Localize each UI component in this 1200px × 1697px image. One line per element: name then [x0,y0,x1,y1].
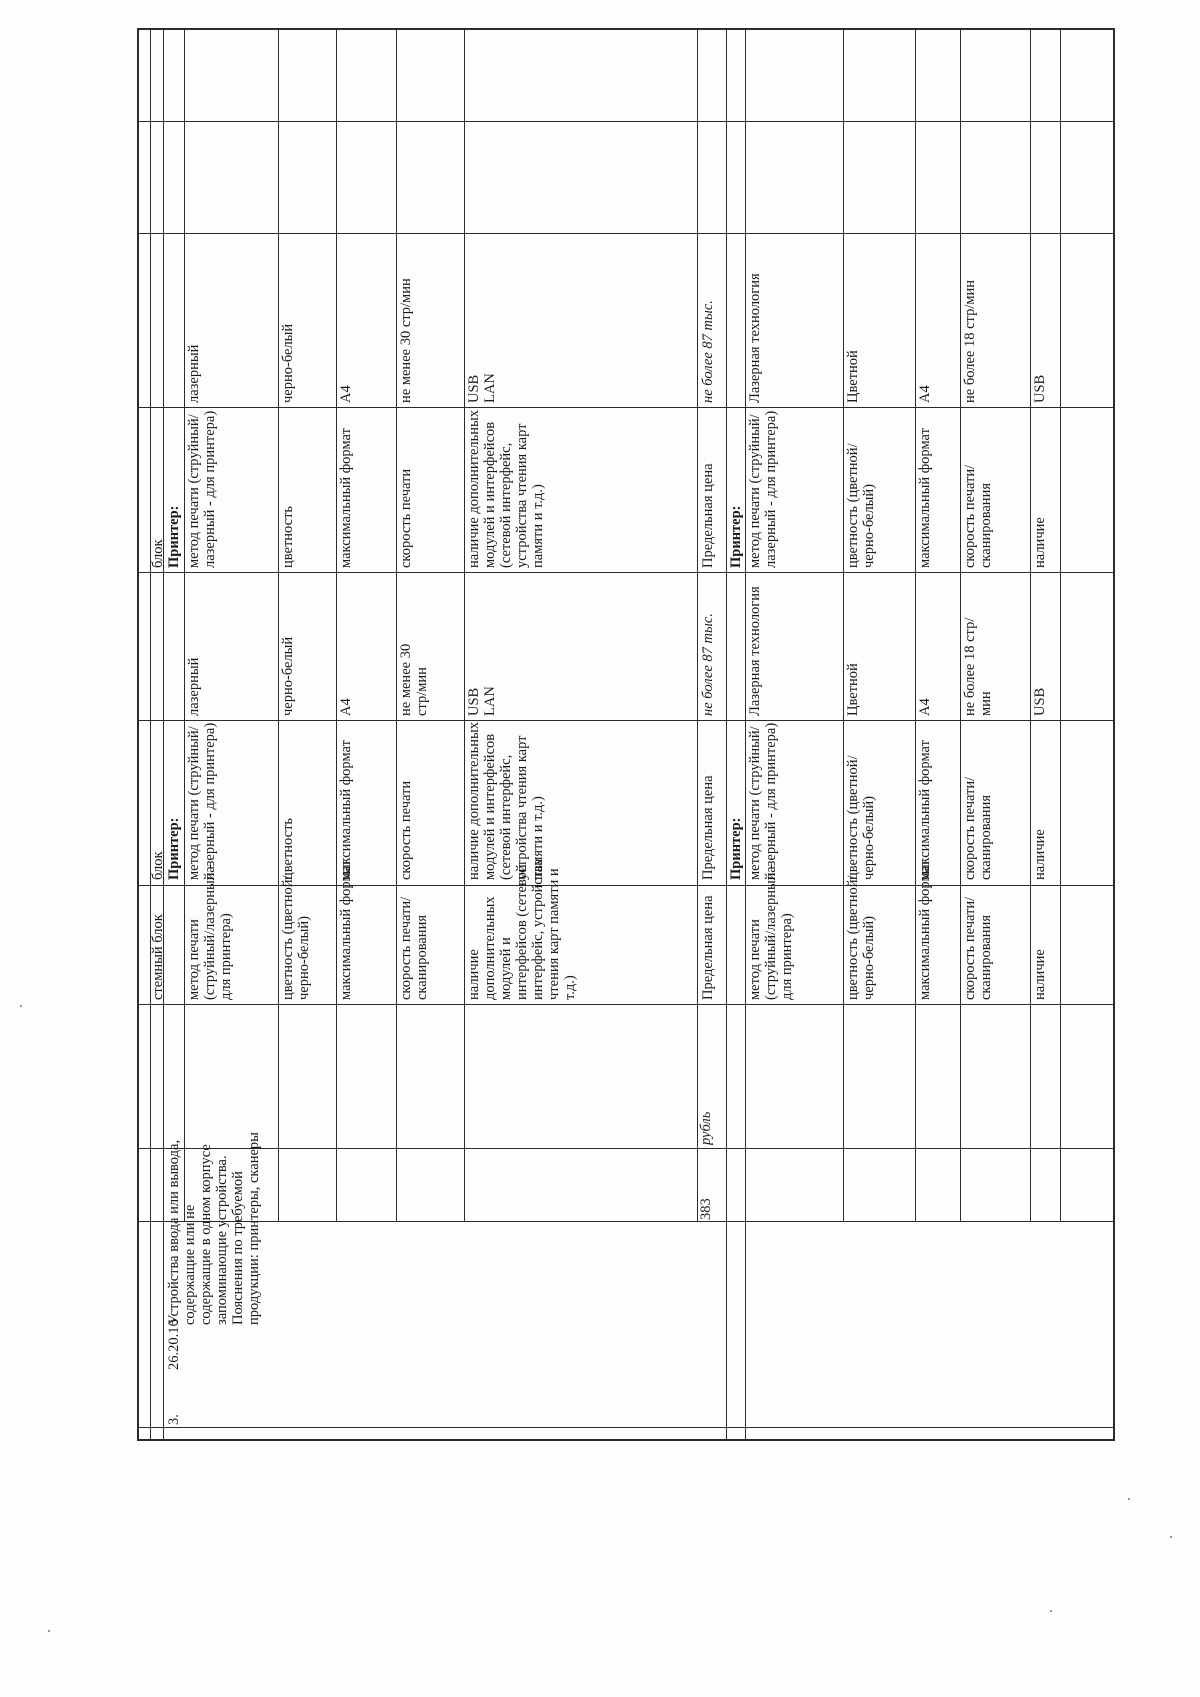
g2-price-limit: Предельная цена [700,463,716,568]
g2-color: цветность [280,505,296,568]
g1-max-format-2: максимальный формат [917,740,933,880]
g1-print-method: метод печати (струйный/лазерный - для принтера) [186,722,218,880]
g1-speed-2-val: не более 18 стр/мин [962,617,994,716]
left-presence: наличие [1032,949,1048,1000]
row-line [1060,28,1061,1221]
g1-price-limit: Предельная цена [700,775,716,880]
left-print-method: метод печати (струйный/лазерный - для принтера) [186,864,234,1000]
row-line [726,28,727,1441]
g2-print-method-val: лазерный [186,344,202,403]
row-line [915,28,916,1221]
g1-speed-2: скорость печати/сканирования [962,776,994,880]
left-price-limit: Предельная цена [700,895,716,1000]
g1-presence-val: USB [1032,687,1048,716]
okei-code: 383 [698,1198,714,1220]
row-line [960,28,961,1221]
g2-printer-title: Принтер: [166,505,182,568]
left-extra-modules: наличие дополнительных модулей и интерфейсов (сетевой интерфейс, устройства чтения карт памяти и т.д.) [466,858,578,1000]
scan-speck [1170,1536,1172,1538]
g2-price-limit-val: не более 87 тыс. [700,300,716,403]
g2-printer2-title: Принтер: [728,505,744,568]
g2-max-format: максимальный формат [338,428,354,568]
okpd-code: 26.20.16 [166,1319,182,1370]
left-speed: скорость печати/сканирования [398,896,430,1000]
g2-color-val: черно-белый [280,323,296,403]
g2-color-2-val: Цветной [845,350,861,403]
row-line [278,28,279,1221]
left-color-2: цветность (цветной/черно-белый) [845,875,877,1000]
scan-speck [20,1005,22,1007]
g2-extra-modules-val: USB LAN [466,373,498,403]
g2-speed-2-val: не более 18 стр/мин [962,279,978,403]
g2-presence: наличие [1032,517,1048,568]
g1-max-format: максимальный формат [338,740,354,880]
left-max-format-2: максимальный формат [917,860,933,1000]
col-header-mid: блок [150,851,166,880]
row-line [396,28,397,1221]
g2-presence-val: USB [1032,374,1048,403]
g2-speed: скорость печати [398,468,414,568]
unit-name: рубль [698,1111,714,1145]
row-line [843,28,844,1221]
col-line [137,121,1115,122]
col-line [137,1427,1115,1428]
g2-print-method: метод печати (струйный/лазерный - для принтера) [186,410,218,568]
g1-color-val: черно-белый [280,636,296,716]
left-max-format: максимальный формат [338,860,354,1000]
g2-extra-modules: наличие дополнительных модулей и интерфейсов (сетевой интерфейс, устройства чтения карт памяти и т.д.) [466,409,546,568]
g2-max-format-2-val: А4 [917,385,933,403]
scan-speck [48,1630,50,1632]
row-line [697,28,698,1221]
row-line [184,28,185,1221]
left-color: цветность (цветной/черно-белый) [280,875,312,1000]
g1-color-2: цветность (цветной/черно-белый) [845,755,877,880]
col-line [137,1004,1115,1005]
g2-print-method-2: метод печати (струйный/лазерный - для принтера) [747,410,779,568]
g1-print-method-2-val: Лазерная технология [747,586,763,716]
g1-printer2-title: Принтер: [728,817,744,880]
g2-speed-val: не менее 30 стр/мин [398,278,414,403]
g1-color-2-val: Цветной [845,663,861,716]
col-header-right: блок [150,539,166,568]
g1-print-method-2: метод печати (струйный/лазерный - для принтера) [747,722,779,880]
g1-max-format-2-val: А4 [917,698,933,716]
g1-presence: наличие [1032,829,1048,880]
left-speed-2: скорость печати/сканирования [962,896,994,1000]
scan-speck [1128,1498,1130,1500]
g1-color: цветность [280,817,296,880]
g2-max-format-2: максимальный формат [917,428,933,568]
g1-extra-modules: наличие дополнительных модулей и интерфейсов (сетевой интерфейс, устройства чтения карт памяти и т.д.) [466,721,546,880]
row-line [745,28,746,1441]
g1-price-limit-val: не более 87 тыс. [700,613,716,716]
row-line [336,28,337,1221]
g1-speed: скорость печати [398,780,414,880]
g2-print-method-2-val: Лазерная технология [747,273,763,403]
g2-speed-2: скорость печати/сканирования [962,464,994,568]
g1-speed-val: не менее 30 стр/мин [398,643,430,716]
left-print-method-2: метод печати (струйный/лазерный - для принтера) [747,864,795,1000]
g2-max-format-val: А4 [338,385,354,403]
g1-extra-modules-val: USB LAN [466,686,498,716]
scan-speck [1050,1610,1052,1612]
g2-color-2: цветность (цветной/черно-белый) [845,443,877,568]
item-description: Устройства ввода или вывода, содержащие или не содержащие в одном корпусе запоминающие устройства. Пояснения по требуемой продукции: принтеры, сканеры [166,1132,262,1325]
g1-max-format-val: А4 [338,698,354,716]
row-line [1030,28,1031,1221]
g1-print-method-val: лазерный [186,657,202,716]
row-line [464,28,465,1221]
row-number: 3. [166,1414,182,1425]
g1-printer-title: Принтер: [166,817,182,880]
col-header-left: стемный блок [150,914,166,1000]
